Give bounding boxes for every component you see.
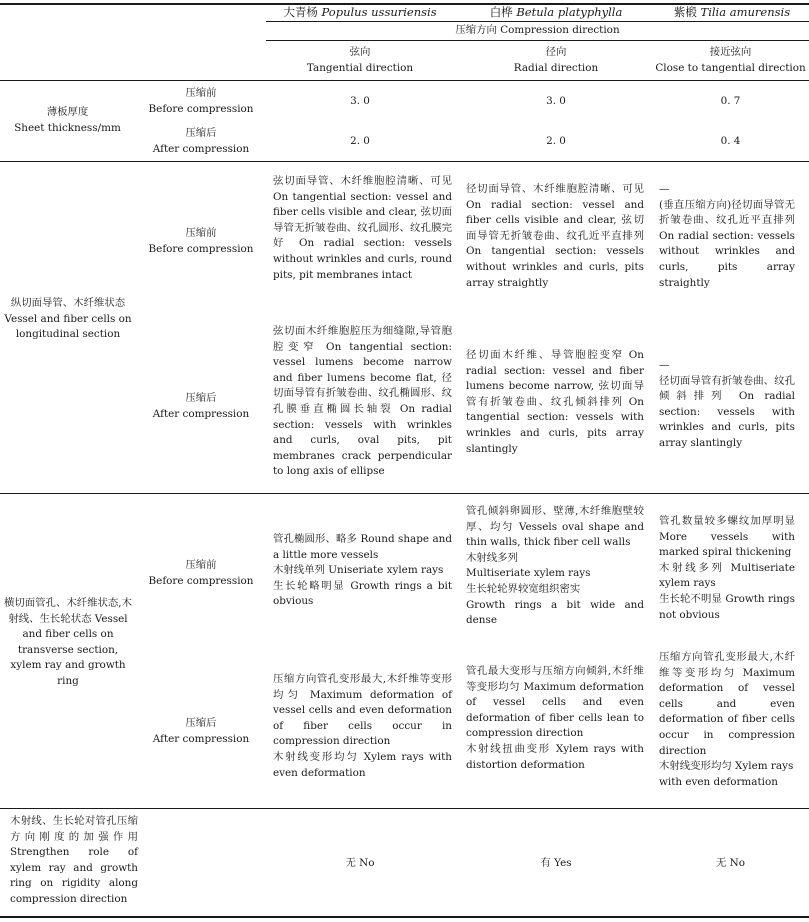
header-rule-1 (266, 21, 809, 22)
stage-label-before: 压缩前 Before compression (148, 87, 254, 115)
transverse-before-betula: 管孔倾斜卵圆形、壁薄,木纤维胞壁较厚、均匀 Vessels oval shape and thin walls, thick fiber cell walls 木射线多列 Multiseriate xylem rays 生长轮轮界较宽组织密实 Growth rings a bit wide and dense (466, 505, 644, 627)
direction-en: Radial direction (513, 61, 599, 74)
species-header-populus: 大青杨 Populus ussuriensis (283, 5, 437, 19)
header-rule-2 (266, 40, 809, 41)
transverse-before-populus: 管孔椭圆形、略多 Round shape and a little more vessels 木射线单列 Uniseriate xylem rays 生长轮略明显 Growth rings a bit obvious (273, 533, 452, 608)
stage-label-after: 压缩后 After compression (152, 717, 250, 745)
thickness-after-tilia: 0. 4 (720, 135, 741, 147)
species-header-betula: 白桦 Betula platyphylla (489, 5, 623, 19)
longitudinal-after-betula: 径切面木纤维、导管胞腔变窄 On radial section: vessel and fiber lumens become narrow, 弦切面导管有折皱卷曲、纹孔倾斜排列 On tangential section: vessels with wrinkles and curls, pits array slantingly (466, 349, 644, 455)
transverse-after-populus: 压缩方向管孔变形最大,木纤维等变形均匀 Maximum deformation of vessel cells and even deformation of fiber cells occur in compression direction 木射线变形均匀 Xylem rays with even deformation (273, 673, 452, 779)
thickness-after-populus: 2. 0 (350, 135, 370, 147)
strengthen-tilia: 无 No (715, 857, 746, 869)
row-label-longitudinal: 纵切面导管、木纤维状态 Vessel and fiber cells on longitudinal section (4, 297, 132, 341)
thickness-before-betula: 3. 0 (546, 95, 566, 107)
direction-cn: 弦向 (349, 46, 371, 58)
longitudinal-before-populus: 弦切面导管、木纤维胞腔清晰、可见 On tangential section: vessel and fiber cells visible and clear, 弦切面导管无折皱卷曲、纹孔圆形、纹孔膜完好 On radial section: vessels without wrinkles and curls, round pits, pit membranes intact (273, 175, 452, 281)
transverse-after-tilia: 压缩方向管孔变形最大,木纤维等变形均匀 Maximum deformation of vessel cells and even deformation of fiber cells occur in compression direction 木射线变形均匀 Xylem rays with even deformation (659, 651, 795, 788)
thickness-before-populus: 3. 0 (350, 95, 370, 107)
longitudinal-before-tilia: — (垂直压缩方向)径切面导管无折皱卷曲、纹孔近平直排列 On radial section: vessels without wrinkles and curls, pits array straightly (659, 183, 795, 289)
stage-label-before: 压缩前 Before compression (148, 227, 254, 255)
strengthen-populus: 无 No (345, 857, 375, 869)
row-label-strengthen: 木射线、生长轮对管孔压缩方向刚度的加强作用 Strengthen role of xylem ray and growth ring on rigidity along compression direction (10, 815, 138, 905)
direction-en: Close to tangential direction (655, 61, 806, 74)
direction-header-close-tangential (652, 45, 809, 76)
direction-cn: 径向 (545, 46, 567, 58)
direction-cn: 接近弦向 (709, 46, 752, 58)
transverse-before-tilia: 管孔数量较多螺纹加厚明显 More vessels with marked spiral thickening 木射线多列 Multiseriate xylem rays 生长轮不明显 Growth rings not obvious (659, 515, 795, 621)
stage-label-before: 压缩前 Before compression (148, 559, 254, 587)
stage-label-after: 压缩后 After compression (152, 127, 250, 155)
species-header-tilia: 紫椴 Tilia amurensis (673, 5, 791, 19)
direction-header-radial (462, 45, 650, 76)
row-label-thickness: 薄板厚度 Sheet thickness/mm (14, 106, 121, 134)
section-rule-1 (0, 161, 809, 162)
strengthen-betula: 有 Yes (540, 857, 572, 869)
bottom-rule (0, 916, 809, 918)
row-label-transverse: 横切面管孔、木纤维状态,木射线、生长轮状态 Vessel and fiber cells on transverse section, xylem ray and growth ring (4, 597, 132, 687)
longitudinal-before-betula: 径切面导管、木纤维胞腔清晰、可见 On radial section: vessel and fiber cells visible and clear, 弦切面导管无折皱卷曲、纹孔近平直排列 On tangential section: vessels without wrinkles and curls, pits array straightly (466, 183, 644, 289)
transverse-after-betula: 管孔最大变形与压缩方向倾斜,木纤维等变形均匀 Maximum deformation of vessel cells and even deformation of fiber cells lean to compression direction 木射线扭曲变形 Xylem rays with distortion deformation (466, 665, 644, 771)
longitudinal-after-populus: 弦切面木纤维胞腔压为细缝隙,导管胞腔变窄 On tangential section: vessel lumens become narrow and fiber lumens become flat, 径切面导管有折皱卷曲、纹孔椭圆形、纹孔膜垂直椭圆长轴裂 On radial section: vessels with wrinkles and curls, oval pits, pit membranes crack perpendicular to long axis of ellipse (273, 325, 452, 478)
longitudinal-after-tilia: — 径切面导管有折皱卷曲、纹孔倾斜排列 On radial section: vessels with wrinkles and curls, pits array slantingly (659, 359, 795, 449)
section-rule-2 (0, 493, 809, 494)
direction-header-tangential (266, 45, 454, 76)
compression-direction-header: 压缩方向 Compression direction (455, 24, 620, 36)
header-rule-3 (0, 80, 809, 81)
section-rule-3 (0, 808, 809, 809)
stage-label-after: 压缩后 After compression (152, 392, 250, 420)
thickness-before-tilia: 0. 7 (720, 95, 741, 107)
direction-en: Tangential direction (306, 61, 414, 74)
thickness-after-betula: 2. 0 (546, 135, 566, 147)
